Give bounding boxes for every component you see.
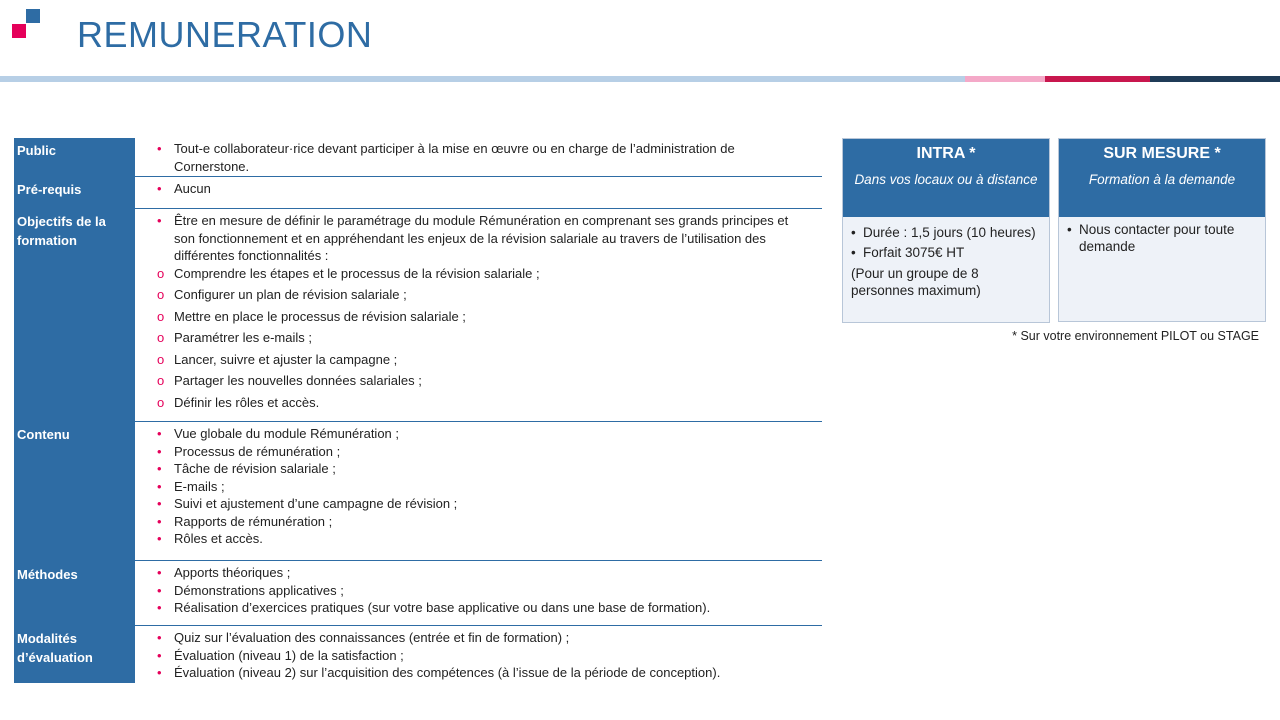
circle-bullet-icon: o (157, 394, 165, 410)
list-item: • Démonstrations applicatives ; (157, 582, 344, 598)
row-prerequis (14, 177, 822, 209)
bullet-icon: • (157, 461, 162, 476)
rule-segment-light (0, 76, 965, 82)
list-item: • Apports théoriques ; (157, 565, 291, 580)
intra-offer-header (843, 139, 1049, 217)
sub-list-item: o Mettre en place le processus de révision salariale ; (157, 308, 466, 324)
bullet-icon: • (851, 245, 856, 260)
bullet-icon: • (157, 630, 162, 645)
row-objectifs (14, 209, 822, 422)
list-item: • Quiz sur l’évaluation des connaissances (entrée et fin de formation) ; (157, 630, 570, 645)
bullet-icon: • (157, 181, 162, 196)
bullet-icon: • (157, 665, 162, 680)
list-item: • Tâche de révision salariale ; (157, 461, 336, 476)
row-content (135, 138, 822, 176)
row-methodes (14, 561, 822, 626)
bullet-icon: • (157, 443, 162, 459)
bullet-icon: • (157, 213, 162, 228)
row-label: Contenu (14, 422, 135, 560)
list-item: • Évaluation (niveau 2) sur l’acquisition des compétences (à l’issue de la période de conception). (157, 665, 721, 680)
bullet-icon: • (157, 478, 162, 494)
intra-offer-box (842, 138, 1050, 323)
sur-mesure-offer-header (1059, 139, 1265, 217)
row-public (14, 138, 822, 177)
row-label: Objectifs de la formation (14, 209, 135, 421)
list-item: • Rôles et accès. (157, 531, 263, 546)
row-content (135, 626, 822, 683)
sub-list-item: o Partager les nouvelles données salariales ; (157, 373, 422, 388)
bullet-icon: • (851, 225, 856, 240)
row-label: Pré-requis (14, 177, 135, 208)
row-content (135, 422, 822, 560)
logo-square-blue (26, 9, 40, 23)
circle-bullet-icon: o (157, 330, 165, 345)
sub-list-item: o Paramétrer les e-mails ; (157, 330, 312, 345)
list-item: • Évaluation (niveau 1) de la satisfaction ; (157, 647, 404, 663)
bullet-icon: • (157, 141, 162, 156)
list-item: • Être en mesure de définir le paramétrage du module Rémunération en comprenant ses grands principes et son fonctionnement et en appréhendant les enjeux de la révision salariale au travers de l’utilisation des différentes fonctionnalités : (157, 213, 789, 263)
circle-bullet-icon: o (157, 373, 165, 388)
row-contenu (14, 422, 822, 561)
sur-mesure-offer-title: SUR MESURE * (1103, 145, 1221, 162)
logo-square-pink (12, 24, 26, 38)
sur-mesure-offer-item: • Nous contacter pour toute demande (1067, 222, 1235, 254)
sur-mesure-offer-box (1058, 138, 1266, 322)
list-item: • Réalisation d’exercices pratiques (sur votre base applicative ou dans une base de formation). (157, 600, 711, 615)
bullet-icon: • (157, 600, 162, 615)
bullet-icon: • (1067, 222, 1072, 237)
row-content (135, 209, 822, 421)
rule-segment-pink (1045, 76, 1150, 82)
sub-list-item: o Comprendre les étapes et le processus de la révision salariale ; (157, 265, 540, 281)
sub-list (157, 265, 812, 412)
list-item: • Aucun (157, 181, 211, 196)
company-logo (12, 9, 42, 39)
sub-list-item: o Définir les rôles et accès. (157, 394, 320, 410)
circle-bullet-icon: o (157, 287, 165, 302)
intra-offer-subtitle: Dans vos locaux ou à distance (854, 172, 1038, 187)
bullet-icon: • (157, 565, 162, 580)
bullet-icon: • (157, 426, 162, 441)
sur-mesure-offer-subtitle: Formation à la demande (1088, 172, 1236, 187)
rule-segment-pink-light (965, 76, 1045, 82)
course-details-table (14, 138, 822, 683)
list-item: • Rapports de rémunération ; (157, 513, 333, 529)
header-rule (0, 76, 1280, 82)
row-modalites (14, 626, 822, 683)
sub-list-item: o Configurer un plan de révision salariale ; (157, 287, 407, 302)
intra-offer-item: • Durée : 1,5 jours (10 heures) (851, 225, 1036, 240)
intra-offer-title: INTRA * (916, 145, 976, 162)
row-label: Public (14, 138, 135, 176)
row-content (135, 561, 822, 625)
bullet-icon: • (157, 647, 162, 663)
row-content (135, 177, 822, 208)
list-item: • Suivi et ajustement d’une campagne de révision ; (157, 496, 458, 511)
bullet-icon: • (157, 582, 162, 598)
bullet-icon: • (157, 513, 162, 529)
intra-offer-note: (Pour un groupe de 8 personnes maximum) (851, 266, 981, 298)
bullet-icon: • (157, 496, 162, 511)
sub-list-item: o Lancer, suivre et ajuster la campagne ; (157, 351, 398, 367)
list-item: • E-mails ; (157, 478, 225, 494)
row-label: Méthodes (14, 561, 135, 625)
circle-bullet-icon: o (157, 308, 165, 324)
list-item: • Vue globale du module Rémunération ; (157, 426, 399, 441)
page-title: REMUNERATION (77, 14, 373, 55)
bullet-icon: • (157, 531, 162, 546)
intra-offer-item: • Forfait 3075€ HT (851, 245, 965, 260)
list-item: • Tout-e collaborateur·rice devant participer à la mise en œuvre ou en charge de l’administration de Cornerstone. (157, 141, 735, 174)
rule-segment-dark (1150, 76, 1280, 82)
circle-bullet-icon: o (157, 265, 165, 281)
list-item: • Processus de rémunération ; (157, 443, 341, 459)
intra-offer-body (843, 217, 1049, 322)
row-label: Modalités d’évaluation (14, 626, 135, 683)
circle-bullet-icon: o (157, 351, 165, 367)
sur-mesure-offer-body (1059, 217, 1265, 321)
footnote: * Sur votre environnement PILOT ou STAGE (1012, 329, 1259, 343)
